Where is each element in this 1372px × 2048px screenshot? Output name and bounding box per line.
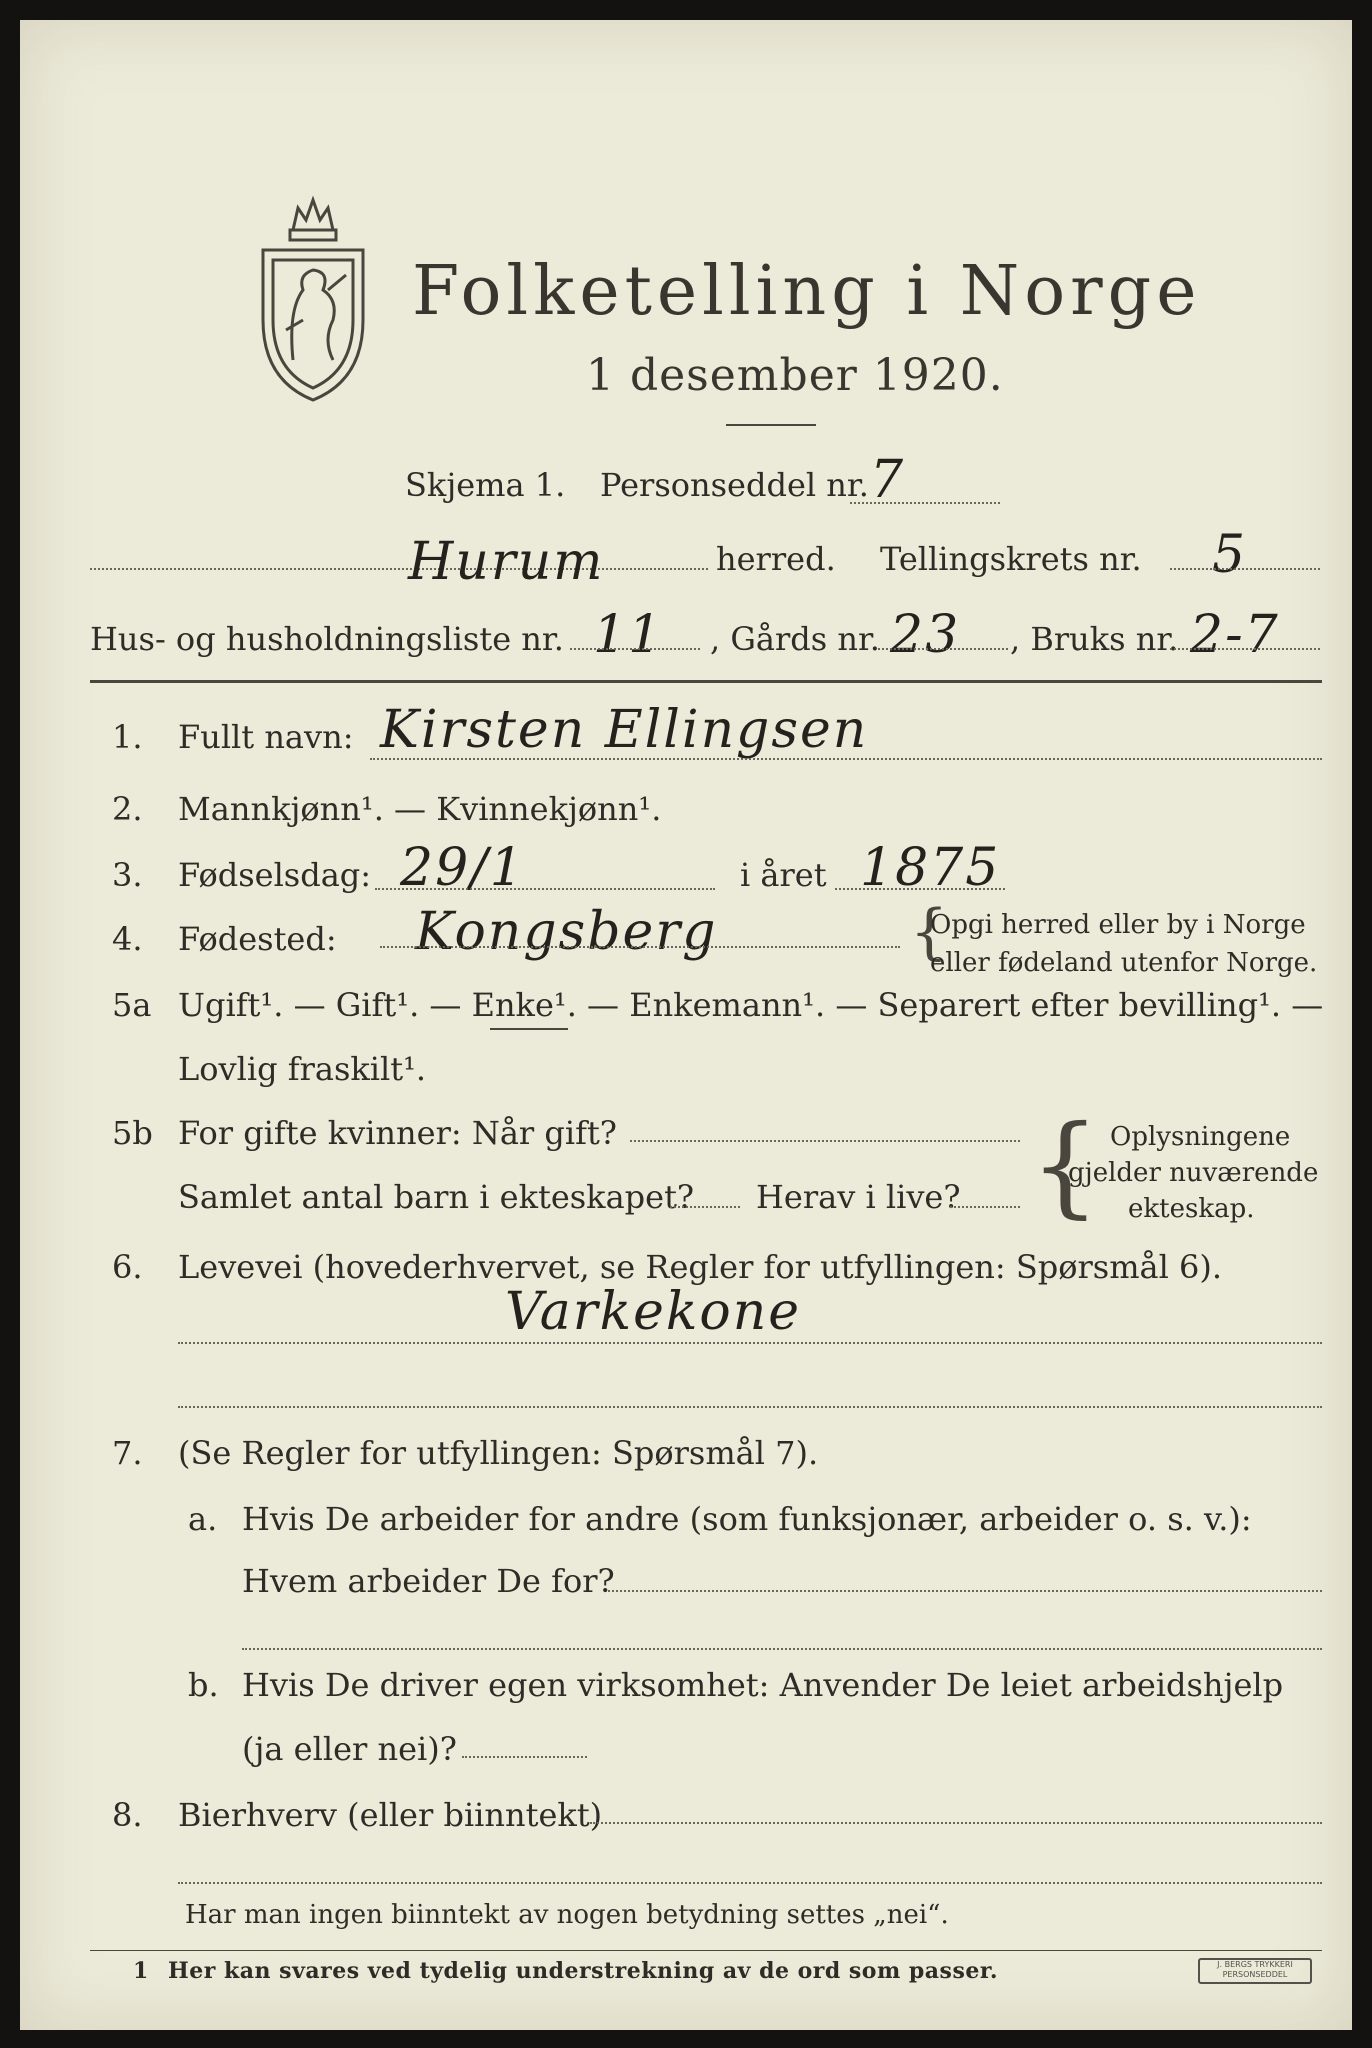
gards-field[interactable] <box>878 648 1008 650</box>
occupation-field[interactable] <box>178 1342 1322 1344</box>
birthplace-field[interactable] <box>380 946 900 948</box>
printer-stamp-text: J. BERGS TRYKKERI PERSONSEDDEL <box>1217 1960 1293 1979</box>
side-income-field[interactable] <box>590 1822 1322 1824</box>
footnote-mark: 1 <box>133 1958 149 1984</box>
gards-value[interactable]: 23 <box>890 605 961 665</box>
husliste-label: Hus- og husholdningsliste nr. <box>90 620 564 658</box>
q5b-alive-label: Herav i live? <box>756 1178 961 1216</box>
herred-value[interactable]: Hurum <box>408 532 605 592</box>
q8-number: 8. <box>112 1796 143 1834</box>
bruks-field[interactable] <box>1170 648 1320 650</box>
q7b-line1: Hvis De driver egen virksomhet: Anvender De leiet arbeidshjelp <box>242 1666 1284 1704</box>
q3-number: 3. <box>112 856 143 894</box>
q7b-hired-help-label: (ja eller nei)? <box>242 1730 457 1768</box>
q6-label: Levevei (hovederhvervet, se Regler for utfyllingen: Spørsmål 6). <box>178 1248 1223 1286</box>
q4-note-brace: { <box>910 897 949 967</box>
census-date: 1 desember 1920. <box>586 350 1004 401</box>
q4-label: Fødested: <box>178 920 337 958</box>
bruks-value[interactable]: 2-7 <box>1190 605 1280 665</box>
q7a-letter: a. <box>188 1500 218 1538</box>
marital-status-options[interactable]: Ugift¹. — Gift¹. — Enke¹. — Enkemann¹. — Separert efter bevilling¹. — <box>178 986 1324 1024</box>
personseddel-value[interactable]: 7 <box>870 450 906 510</box>
tellingskrets-value[interactable]: 5 <box>1212 525 1248 585</box>
footnote-divider <box>90 1950 1322 1951</box>
married-when-field[interactable] <box>630 1140 1020 1142</box>
bruks-label: , Bruks nr. <box>1010 620 1179 658</box>
birthplace-value[interactable]: Kongsberg <box>415 902 718 962</box>
title-divider <box>726 424 816 426</box>
enke-underline <box>490 1028 568 1030</box>
footnote-text: Her kan svares ved tydelig understrekning av de ord som passer. <box>168 1958 999 1984</box>
q1-label: Fullt navn: <box>178 718 354 756</box>
q5a-number: 5a <box>112 986 152 1024</box>
q5b-note-line2: gjelder nuværende <box>1068 1158 1319 1188</box>
tellingskrets-field[interactable] <box>1170 568 1320 570</box>
printer-stamp <box>1198 1958 1312 1984</box>
q7-label: (Se Regler for utfyllingen: Spørsmål 7). <box>178 1434 819 1472</box>
personseddel-field[interactable] <box>850 502 1000 504</box>
marital-status-options-cont[interactable]: Lovlig fraskilt¹. <box>178 1050 427 1088</box>
q5b-note-line3: ekteskap. <box>1128 1194 1255 1224</box>
q4-number: 4. <box>112 920 143 958</box>
birth-year-label: i året <box>740 856 827 894</box>
birth-year-field[interactable] <box>835 888 1005 890</box>
skjema-label: Skjema 1. <box>405 466 566 504</box>
herred-label: herred. <box>716 540 836 578</box>
q5b-note-line1: Oplysningene <box>1110 1122 1291 1152</box>
header-divider <box>90 680 1322 683</box>
q6-number: 6. <box>112 1248 143 1286</box>
personseddel-label: Personseddel nr. <box>600 466 869 504</box>
q5b-note-brace: { <box>1030 1101 1100 1229</box>
q7a-employer-label: Hvem arbeider De for? <box>242 1562 615 1600</box>
q7a-line1: Hvis De arbeider for andre (som funksjonær, arbeider o. s. v.): <box>242 1500 1252 1538</box>
husliste-field[interactable] <box>570 648 700 650</box>
q4-note-line1: Opgi herred eller by i Norge <box>930 910 1306 940</box>
employer-field[interactable] <box>608 1590 1322 1592</box>
form-title: Folketelling i Norge <box>412 252 1202 331</box>
occupation-value[interactable]: Varkekone <box>505 1282 802 1342</box>
gards-label: , Gårds nr. <box>710 620 880 658</box>
coat-of-arms-emblem <box>248 190 378 410</box>
hired-help-field[interactable] <box>462 1756 587 1758</box>
q5b-number: 5b <box>112 1114 153 1152</box>
full-name-field[interactable] <box>370 758 1322 760</box>
q7-number: 7. <box>112 1434 143 1472</box>
herred-field[interactable] <box>90 568 708 570</box>
q5b-children-label: Samlet antal barn i ekteskapet? <box>178 1178 695 1216</box>
tellingskrets-label: Tellingskrets nr. <box>880 540 1142 578</box>
q1-number: 1. <box>112 718 143 756</box>
employer-field-2[interactable] <box>242 1648 1322 1650</box>
q8-note: Har man ingen biinntekt av nogen betydning settes „nei“. <box>185 1900 949 1930</box>
q7b-letter: b. <box>188 1666 219 1704</box>
gender-options[interactable]: Mannkjønn¹. — Kvinnekjønn¹. <box>178 790 662 828</box>
occupation-field-2[interactable] <box>178 1406 1322 1408</box>
q8-label: Bierhverv (eller biinntekt) <box>178 1796 603 1834</box>
side-income-field-2[interactable] <box>178 1882 1322 1884</box>
birthdate-field[interactable] <box>375 888 715 890</box>
q4-note-line2: eller fødeland utenfor Norge. <box>930 948 1318 978</box>
full-name-value[interactable]: Kirsten Ellingsen <box>380 700 869 760</box>
children-alive-field[interactable] <box>950 1206 1020 1208</box>
birthdate-value[interactable]: 29/1 <box>400 838 525 898</box>
birth-year-value[interactable]: 1875 <box>860 838 1001 898</box>
q2-number: 2. <box>112 790 143 828</box>
children-count-field[interactable] <box>670 1206 740 1208</box>
census-form <box>20 20 1352 2030</box>
husliste-value[interactable]: 11 <box>593 605 664 665</box>
q3-label: Fødselsdag: <box>178 856 372 894</box>
q5b-married-label: For gifte kvinner: Når gift? <box>178 1114 617 1152</box>
